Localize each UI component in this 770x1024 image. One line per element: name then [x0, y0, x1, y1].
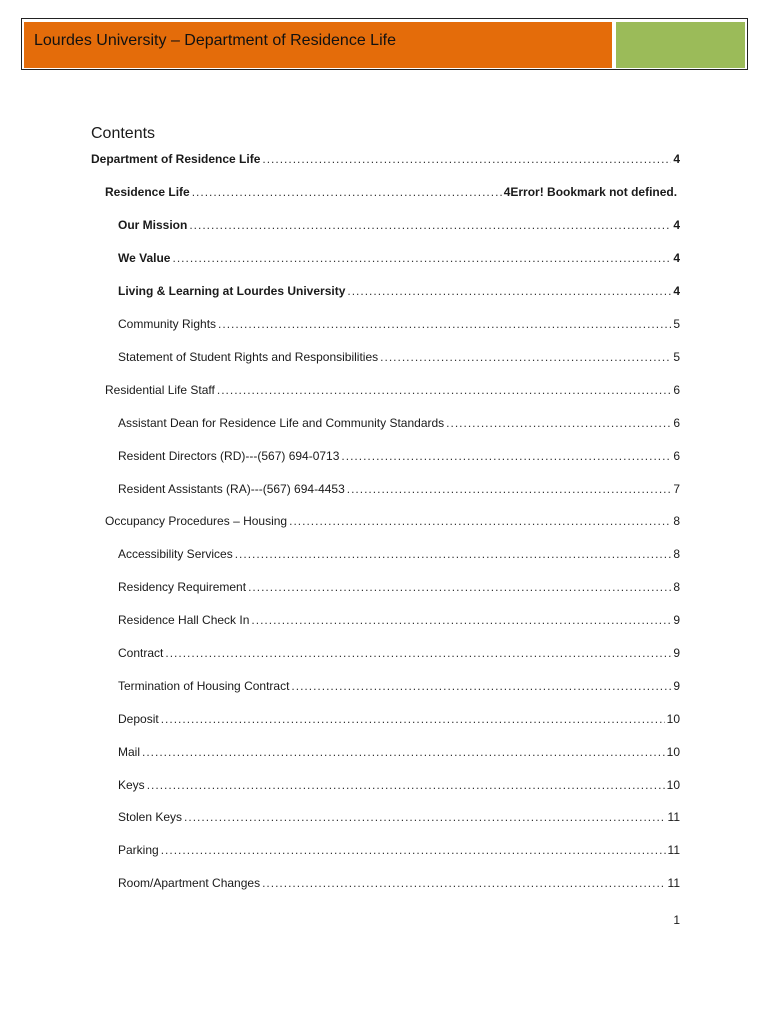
toc-dot-leader — [172, 250, 671, 266]
toc-dot-leader — [291, 678, 671, 694]
toc-entry-page: 7 — [673, 482, 680, 496]
toc-dot-leader — [184, 809, 665, 825]
toc-entry-label: Resident Directors (RD)---(567) 694-0713 — [118, 449, 340, 463]
header-title-block — [24, 22, 612, 68]
toc-entry[interactable] — [118, 645, 680, 661]
toc-dot-leader — [347, 283, 671, 299]
toc-entry-label: Room/Apartment Changes — [118, 876, 261, 890]
header-title: Lourdes University – Department of Residence Life — [34, 32, 396, 49]
toc-entry[interactable] — [118, 744, 680, 760]
toc-entry[interactable] — [118, 415, 680, 431]
toc-entry-label: Parking — [118, 843, 159, 857]
toc-dot-leader — [262, 151, 671, 167]
contents-heading: Contents — [91, 125, 156, 142]
toc-entry-label: Stolen Keys — [118, 810, 183, 824]
toc-dot-leader — [248, 579, 671, 595]
toc-entry[interactable] — [118, 875, 680, 891]
toc-entry[interactable] — [118, 809, 680, 825]
toc-entry-page: 6 — [673, 383, 680, 397]
toc-entry-page: 5 — [673, 317, 680, 331]
toc-entry-label: Deposit — [118, 712, 159, 726]
toc-entry[interactable] — [105, 382, 680, 398]
toc-entry-page: 5 — [673, 350, 680, 364]
toc-dot-leader — [147, 777, 665, 793]
toc-entry[interactable] — [118, 481, 680, 497]
toc-dot-leader — [189, 217, 671, 233]
toc-entry-page: 4 — [673, 218, 680, 232]
page-number: 1 — [673, 913, 680, 927]
toc-dot-leader — [217, 382, 671, 398]
toc-entry[interactable] — [118, 612, 680, 628]
toc-entry-label: Department of Residence Life — [91, 152, 261, 166]
header-bar — [21, 18, 748, 70]
toc-dot-leader — [161, 842, 666, 858]
toc-entry-page: 6 — [673, 416, 680, 430]
toc-entry-page: 9 — [673, 646, 680, 660]
toc-entry[interactable] — [118, 316, 680, 332]
toc-entry-page: 4 — [673, 152, 680, 166]
toc-entry-label: Residency Requirement — [118, 580, 247, 594]
toc-dot-leader — [235, 546, 672, 562]
toc-entry[interactable] — [118, 678, 680, 694]
toc-entry-label: Statement of Student Rights and Responsibilities — [118, 350, 379, 364]
toc-entry[interactable] — [105, 184, 680, 200]
toc-entry-label: Occupancy Procedures – Housing — [105, 514, 288, 528]
toc-dot-leader — [165, 645, 671, 661]
toc-entry-page: 8 — [673, 580, 680, 594]
toc-dot-leader — [192, 184, 502, 200]
toc-entry-label: Residence Life — [105, 185, 190, 199]
toc-entry-label: Residential Life Staff — [105, 383, 215, 397]
toc-dot-leader — [347, 481, 672, 497]
toc-dot-leader — [380, 349, 671, 365]
toc-entry[interactable] — [118, 283, 680, 299]
toc-entry-page: 10 — [666, 778, 680, 792]
toc-entry-label: Resident Assistants (RA)---(567) 694-4453 — [118, 482, 345, 496]
toc-entry-page: 4 — [673, 284, 680, 298]
toc-entry-page: 11 — [667, 810, 680, 824]
toc-entry-label: Our Mission — [118, 218, 188, 232]
toc-entry[interactable] — [105, 513, 680, 529]
toc-entry[interactable] — [118, 349, 680, 365]
toc-dot-leader — [161, 711, 665, 727]
toc-entry[interactable] — [118, 842, 680, 858]
toc-entry[interactable] — [118, 777, 680, 793]
toc-entry-label: Assistant Dean for Residence Life and Community Standards — [118, 416, 445, 430]
toc-dot-leader — [142, 744, 665, 760]
toc-entry-page: 11 — [667, 843, 680, 857]
toc-entry-label: Accessibility Services — [118, 547, 233, 561]
toc-dot-leader — [341, 448, 671, 464]
toc-dot-leader — [251, 612, 671, 628]
toc-dot-leader — [446, 415, 671, 431]
toc-dot-leader — [218, 316, 671, 332]
toc-entry-label: Community Rights — [118, 317, 217, 331]
toc-entry-page: 10 — [666, 745, 680, 759]
toc-entry-page: 4Error! Bookmark not defined. — [503, 185, 678, 199]
toc-entry-page: 10 — [666, 712, 680, 726]
toc-entry-page: 11 — [667, 876, 680, 890]
toc-entry[interactable] — [118, 217, 680, 233]
toc-entry[interactable] — [118, 711, 680, 727]
toc-entry-page: 9 — [673, 679, 680, 693]
toc-entry[interactable] — [91, 151, 680, 167]
toc-entry-page: 4 — [673, 251, 680, 265]
toc-entry-label: Termination of Housing Contract — [118, 679, 290, 693]
toc-entry-label: Living & Learning at Lourdes University — [118, 284, 346, 298]
toc-entry-page: 8 — [673, 547, 680, 561]
toc-entry[interactable] — [118, 448, 680, 464]
toc-entry-page: 9 — [673, 613, 680, 627]
toc-entry[interactable] — [118, 250, 680, 266]
header-accent-block — [616, 22, 745, 68]
toc-entry-label: Mail — [118, 745, 141, 759]
toc-entry[interactable] — [118, 579, 680, 595]
toc-entry-label: Contract — [118, 646, 164, 660]
toc-entry-page: 8 — [673, 514, 680, 528]
toc-dot-leader — [262, 875, 665, 891]
toc-entry[interactable] — [118, 546, 680, 562]
toc-dot-leader — [289, 513, 671, 529]
toc-entry-label: We Value — [118, 251, 171, 265]
toc-entry-label: Keys — [118, 778, 145, 792]
toc-entry-page: 6 — [673, 449, 680, 463]
toc-entry-label: Residence Hall Check In — [118, 613, 250, 627]
